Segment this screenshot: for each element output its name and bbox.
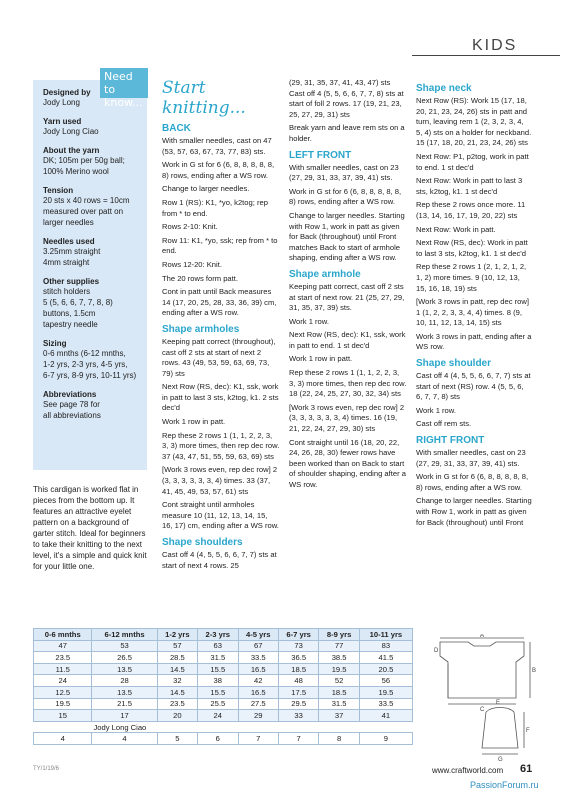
table-cell: 27.5: [238, 698, 278, 710]
section-heading: BACK: [162, 123, 191, 134]
table-cell: 17.5: [278, 686, 318, 698]
table-cell: 18.5: [278, 663, 318, 675]
instruction-paragraph: Row 11: K1, *yo, ssk; rep from * to end.: [162, 235, 278, 256]
instruction-paragraph: Cont straight until armholes measure 10 (11, 12, 13, 14, 15, 16, 17) cm, ending after a WS row.: [162, 500, 279, 531]
instruction-paragraph: Rep these 2 rows 1 (2, 1, 2, 1, 2, 1, 2) more times. 9 (10, 12, 13, 15, 16, 18, 19) sts: [416, 262, 527, 293]
table-cell: 20.5: [359, 663, 412, 675]
start-knitting-heading: Start knitting...: [162, 78, 246, 118]
column-header: 8-9 yrs: [319, 629, 359, 641]
table-cell: 23.5: [157, 698, 197, 710]
column-header: 2-3 yrs: [198, 629, 238, 641]
instruction-paragraph: Break yarn and leave rem sts on a holder.: [289, 123, 405, 143]
diagram-label: E: [496, 700, 501, 706]
spec-heading: Abbreviations: [43, 390, 97, 399]
spec-value: Jody Long Ciao: [43, 127, 99, 136]
table-cell: 36.5: [278, 652, 318, 664]
spec-value: stitch holders: [43, 287, 91, 296]
instruction-paragraph: Change to larger needles. Starting with Row 1, work in patt as given for Back (throughout) until Front: [416, 496, 532, 527]
instruction-paragraph: With smaller needles, cast on 47 (53, 57, 63, 67, 73, 77, 83) sts.: [162, 136, 272, 156]
size-table: [33, 628, 413, 745]
spec-value: 6-7 yrs, 8-9 yrs, 10-11 yrs): [43, 371, 137, 380]
instruction-paragraph: Rows 2-10: Knit.: [162, 222, 218, 232]
table-row: [34, 652, 413, 664]
intro-text: This cardigan is worked flat in pieces from the bottom up. It features an attractive eyelet pattern on a background of garter stitch. Ideal for beginners to take their knitting to the next level, it's a simple and quick knit for your little one.: [33, 485, 147, 571]
diagram-label: F: [526, 728, 530, 734]
column-header: 0-6 mnths: [34, 629, 92, 641]
table-cell: 15.5: [198, 686, 238, 698]
balls-cell: 8: [319, 733, 359, 745]
instruction-paragraph: Keeping patt correct, cast off 2 sts at start of next row. 21 (25, 27, 29, 31, 35, 37, 39) sts.: [289, 281, 405, 313]
table-row: [34, 663, 413, 675]
table-cell: 24: [34, 675, 92, 687]
spec-value: Jody Long: [43, 98, 80, 107]
instruction-paragraph: Change to larger needles. Starting with Row 1, work in patt as given for Back (throughout) until Front matches Back to start of armhole shaping, ending after a WS row.: [289, 210, 405, 263]
spec-heading: Other supplies: [43, 277, 100, 286]
spec-heading: Tension: [43, 186, 74, 195]
instruction-paragraph: Rep these 2 rows 1 (1, 1, 2, 2, 3, 3, 3) more times, then rep dec row. 18 (22, 24, 25, 27, 30, 32, 34) sts: [289, 368, 407, 399]
table-cell: 25.5: [198, 698, 238, 710]
back-outline: [440, 642, 524, 698]
table-cell: 41.5: [359, 652, 412, 664]
table-cell: 38.5: [319, 652, 359, 664]
balls-cell: 6: [198, 733, 238, 745]
instruction-paragraph: Cont straight until 16 (18, 20, 22, 24, 26, 28, 30) fewer rows have been worked than on Back to start of shoulder shaping, ending after a WS row.: [289, 437, 406, 489]
table-cell: 16.5: [238, 663, 278, 675]
pattern-column-2: [289, 78, 407, 494]
instruction-paragraph: Cast off 4 (4, 5, 5, 6, 6, 7, 7) sts at start of next 4 rows. 25: [162, 550, 277, 570]
instruction-paragraph: Rows 12-20: Knit.: [162, 259, 222, 269]
table-cell: 15.5: [198, 663, 238, 675]
instruction-paragraph: [Work 3 rows even, rep dec row] 2 (3, 3, 3, 3, 3, 3, 4) times. 33 (37, 41, 45, 49, 53, 57, 61) sts: [162, 465, 278, 496]
instruction-paragraph: Cast off 4 (4, 5, 5, 6, 6, 7, 7) sts at start of next (RS) row. 4 (5, 5, 6, 6, 7, 7, 8) sts: [416, 371, 531, 402]
instruction-paragraph: Rep these 2 rows 1 (1, 1, 2, 2, 3, 3, 3) more times, then rep dec row. 37 (43, 47, 51, 55, 59, 63, 69) sts: [162, 430, 280, 461]
need-to-know-panel: [33, 80, 147, 470]
section-heading: Shape shoulders: [162, 537, 243, 548]
instruction-paragraph: [Work 3 rows even, rep dec row] 2 (3, 3, 3, 3, 3, 3, 4) times. 16 (19, 21, 22, 24, 27, 29, 30) sts: [289, 402, 405, 434]
spec-value: 4mm straight: [43, 258, 90, 267]
pattern-column-1: [162, 78, 280, 574]
table-cell: 77: [319, 640, 359, 652]
section-heading: Shape neck: [416, 83, 472, 94]
section-heading: Shape armholes: [162, 323, 240, 335]
spec-value: See page 78 for: [43, 400, 100, 409]
balls-cell: 5: [157, 733, 197, 745]
table-cell: 20: [157, 710, 197, 722]
table-cell: 83: [359, 640, 412, 652]
instruction-paragraph: Next Row (RS, dec): Work in patt to last 3 sts, k2tog, k1. 1 st dec'd: [416, 238, 528, 258]
table-cell: 53: [92, 640, 157, 652]
spec-value: larger needles: [43, 218, 94, 227]
section-heading: LEFT FRONT: [289, 149, 352, 161]
section-title: KIDS: [472, 37, 518, 54]
table-cell: 73: [278, 640, 318, 652]
sleeve-outline: [482, 708, 518, 749]
instruction-paragraph: Keeping patt correct (throughout), cast off 2 sts at start of next 2 rows. 43 (49, 53, 59, 63, 69, 73, 79) sts: [162, 336, 276, 378]
balls-row: [34, 733, 413, 745]
instruction-paragraph: With smaller needles, cast on 23 (27, 29, 31, 33, 37, 39, 41) sts.: [289, 162, 399, 183]
instruction-paragraph: The 20 rows form patt.: [162, 273, 238, 283]
table-cell: 52: [319, 675, 359, 687]
spec-value: 20 sts x 40 rows = 10cm: [43, 196, 130, 205]
instruction-paragraph: [Work 3 rows in patt, rep dec row] 1 (1, 2, 2, 3, 3, 4, 4) times. 8 (9, 10, 11, 12, 13, 14, 15) sts: [416, 297, 529, 328]
table-cell: 19.5: [319, 663, 359, 675]
table-row: [34, 710, 413, 722]
column-header: 6-7 yrs: [278, 629, 318, 641]
table-cell: 28.5: [157, 652, 197, 664]
column-header: 1-2 yrs: [157, 629, 197, 641]
instruction-paragraph: Next Row: Work in patt.: [416, 224, 496, 234]
table-header-row: [34, 629, 413, 641]
watermark: PassionForum.ru: [470, 780, 539, 790]
table-cell: 67: [238, 640, 278, 652]
spec-heading: Designed by: [43, 88, 91, 97]
table-cell: 29.5: [278, 698, 318, 710]
table-cell: 37: [319, 710, 359, 722]
instruction-paragraph: Next Row (RS): Work 15 (17, 18, 20, 21, 23, 24, 26) sts in patt and turn, leaving rem 1 (2, 3, 2, 3, 4, 5, 4) sts on a holder for neckband. 15 (17, 18, 20, 21, 23, 24, 26) sts: [416, 96, 532, 148]
spec-value: buttons, 1.5cm: [43, 309, 96, 318]
instruction-paragraph: Change to larger needles.: [162, 184, 250, 194]
table-cell: 33: [278, 710, 318, 722]
table-cell: 38: [198, 675, 238, 687]
instruction-paragraph: Next Row (RS, dec): K1, ssk, work in patt to end. 1 st dec'd: [289, 330, 406, 350]
spec-value: measured over patt on: [43, 207, 124, 216]
table-cell: 33.5: [359, 698, 412, 710]
table-cell: 11.5: [34, 663, 92, 675]
table-cell: 13.5: [92, 686, 157, 698]
instruction-paragraph: Next Row: Work in patt to last 3 sts, k2tog, k1. 1 st dec'd: [416, 176, 523, 196]
instruction-paragraph: Cast off rem sts.: [416, 419, 472, 429]
table-row: [34, 675, 413, 687]
instruction-paragraph: Work 1 row in patt.: [162, 417, 226, 427]
spec-heading: Sizing: [43, 339, 67, 348]
footer-site: www.craftworld.com: [432, 766, 504, 775]
spec-heading: Yarn used: [43, 117, 82, 126]
yarn-name: Jody Long Ciao: [93, 722, 147, 732]
table-cell: 29: [238, 710, 278, 722]
instruction-paragraph: (29, 31, 35, 37, 41, 43, 47) sts Cast off 4 (5, 5, 6, 6, 7, 7, 8) sts at start of foll 2 rows. 17 (19, 21, 23, 25, 27, 29, 31) sts: [289, 78, 404, 119]
instruction-paragraph: Row 1 (RS): K1, *yo, k2tog; rep from * to end.: [162, 197, 268, 218]
spec-value: 1-2 yrs, 2-3 yrs, 4-5 yrs,: [43, 360, 128, 369]
section-heading: Shape shoulder: [416, 358, 492, 370]
table-cell: 28: [92, 675, 157, 687]
table-cell: 57: [157, 640, 197, 652]
section-heading: Shape armhole: [289, 268, 361, 280]
table-cell: 48: [278, 675, 318, 687]
balls-cell: 7: [238, 733, 278, 745]
table-row: [34, 698, 413, 710]
diagram-label: C: [480, 707, 485, 713]
table-cell: 12.5: [34, 686, 92, 698]
table-cell: 31.5: [319, 698, 359, 710]
spec-value: tapestry needle: [43, 320, 98, 329]
diagram-label: B: [532, 668, 537, 674]
instruction-paragraph: Next Row: P1, p2tog, work in patt to end. 1 st dec'd: [416, 151, 529, 172]
table-cell: 15: [34, 710, 92, 722]
table-cell: 16.5: [238, 686, 278, 698]
instruction-paragraph: Next Row (RS, dec): K1, ssk, work in patt to last 3 sts, k2tog, k1. 2 sts dec'd: [162, 382, 279, 413]
column-header: 6-12 mnths: [92, 629, 157, 641]
table-cell: 19.5: [34, 698, 92, 710]
instruction-paragraph: Work in G st for 6 (6, 8, 8, 8, 8, 8, 8) rows, ending after a WS row.: [289, 186, 402, 207]
spec-heading: About the yarn: [43, 146, 100, 155]
table-cell: 31.5: [198, 652, 238, 664]
page-number: 61: [520, 763, 533, 775]
instruction-paragraph: Cont in patt until Back measures 14 (17, 20, 25, 28, 33, 36, 39) cm, ending after a WS row.: [162, 287, 277, 318]
instruction-paragraph: Work 1 row in patt.: [289, 354, 353, 364]
instruction-paragraph: Work in G st for 6 (6, 8, 8, 8, 8, 8, 8) rows, ending after a WS row.: [162, 160, 275, 180]
table-cell: 23.5: [34, 652, 92, 664]
instruction-paragraph: Work 1 row.: [289, 316, 329, 326]
table-cell: 13.5: [92, 663, 157, 675]
diagram-label: G: [498, 757, 503, 763]
table-row: [34, 640, 413, 652]
table-row: [34, 686, 413, 698]
balls-cell: 9: [359, 733, 412, 745]
table-cell: 56: [359, 675, 412, 687]
instruction-paragraph: Rep these 2 rows once more. 11 (13, 14, 16, 17, 19, 20, 22) sts: [416, 200, 526, 220]
table-cell: 41: [359, 710, 412, 722]
balls-cell: 4: [34, 733, 92, 745]
pattern-column-3: [416, 78, 532, 531]
column-header: 4-5 yrs: [238, 629, 278, 641]
table-cell: 18.5: [319, 686, 359, 698]
spec-value: DK; 105m per 50g ball;: [43, 156, 125, 165]
table-cell: 63: [198, 640, 238, 652]
diagram-label: D: [434, 648, 439, 654]
need-to-know-badge: Need to know...: [100, 68, 148, 98]
spec-value: 100% Merino wool: [43, 167, 109, 176]
spec-value: 5 (5, 6, 6, 7, 7, 8, 8): [43, 298, 113, 307]
table-cell: 32: [157, 675, 197, 687]
instruction-paragraph: With smaller needles, cast on 23 (27, 29, 31, 33, 37, 39, 41) sts.: [416, 448, 526, 468]
table-cell: 24: [198, 710, 238, 722]
section-rule: [412, 55, 560, 56]
table-cell: 47: [34, 640, 92, 652]
spec-value: all abbreviations: [43, 411, 101, 420]
table-cell: 17: [92, 710, 157, 722]
diagram-label: A: [480, 634, 485, 639]
table-cell: 33.5: [238, 652, 278, 664]
spec-value: 0-6 mnths (6-12 mnths,: [43, 349, 126, 358]
instruction-paragraph: Work 1 row.: [416, 405, 456, 415]
table-cell: 14.5: [157, 663, 197, 675]
instruction-paragraph: Work in G st for 6 (6, 8, 8, 8, 8, 8, 8) rows, ending after a WS row.: [416, 472, 529, 492]
table-cell: 14.5: [157, 686, 197, 698]
table-cell: 19.5: [359, 686, 412, 698]
balls-cell: 4: [92, 733, 157, 745]
table-cell: 42: [238, 675, 278, 687]
garment-schematic: [420, 634, 560, 769]
table-cell: 21.5: [92, 698, 157, 710]
yarn-row: [34, 721, 413, 733]
table-cell: 26.5: [92, 652, 157, 664]
instruction-paragraph: Work 3 rows in patt, ending after a WS row.: [416, 331, 532, 352]
footer-code: TY/1/19/6: [33, 766, 60, 772]
section-heading: RIGHT FRONT: [416, 435, 485, 447]
spec-heading: Needles used: [43, 237, 95, 246]
spec-value: 3.25mm straight: [43, 247, 101, 256]
column-header: 10-11 yrs: [359, 629, 412, 641]
balls-cell: 7: [278, 733, 318, 745]
